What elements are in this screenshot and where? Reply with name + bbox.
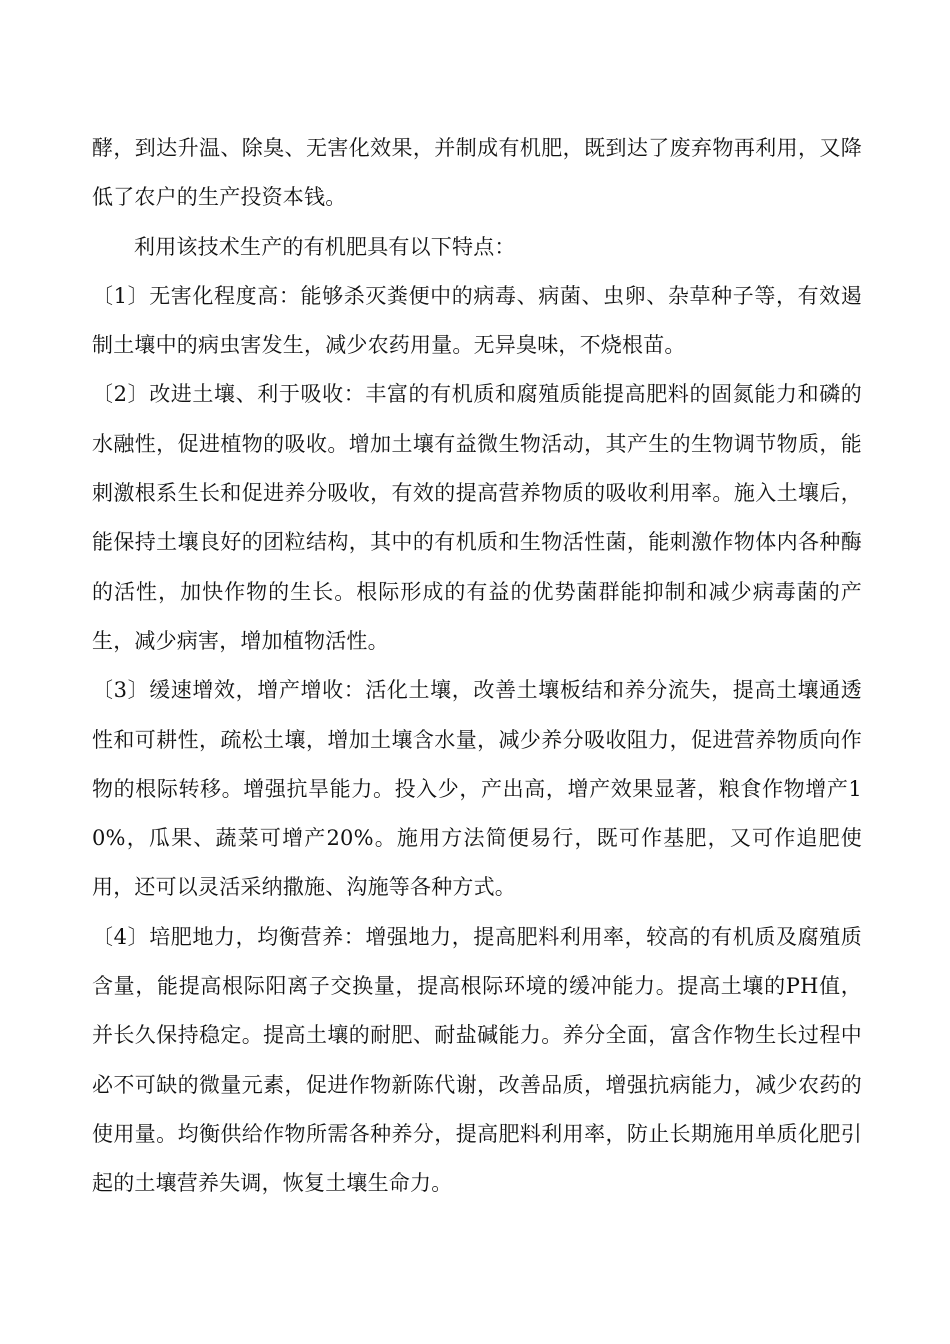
paragraph-feature-4: 〔4〕培肥地力，均衡营养：增强地力，提高肥料利用率，较高的有机质及腐殖质含量，能提高根际阳离子交换量，提高根际环境的缓冲能力。提高土壤的PH值，并长久保持稳定。提高土壤的耐肥、耐盐碱能力。养分全面，富含作物生长过程中必不可缺的微量元素，促进作物新陈代谢，改善品质，增强抗病能力，减少农药的使用量。均衡供给作物所需各种养分，提高肥料利用率，防止长期施用单质化肥引起的土壤营养失调，恢复土壤生命力。 [92, 924, 862, 1196]
paragraph-feature-3: 〔3〕缓速增效，增产增收：活化土壤，改善土壤板结和养分流失，提高土壤通透性和可耕性，疏松土壤，增加土壤含水量，减少养分吸收阻力，促进营养物质向作物的根际转移。增强抗旱能力。投入少，产出高，增产效果显著，粮食作物增产10%，瓜果、蔬菜可增产20%。施用方法简便易行，既可作基肥，又可作追肥使用，还可以灵活采纳撒施、沟施等各种方式。 [92, 678, 862, 900]
paragraph-feature-2: 〔2〕改进土壤、利于吸收：丰富的有机质和腐殖质能提高肥料的固氮能力和磷的水融性，促进植物的吸收。增加土壤有益微生物活动，其产生的生物调节物质，能刺激根系生长和促进养分吸收，有效的提高营养物质的吸收利用率。施入土壤后，能保持土壤良好的团粒结构，其中的有机质和生物活性菌，能刺激作物体内各种酶的活性，加快作物的生长。根际形成的有益的优势菌群能抑制和减少病毒菌的产生，减少病害，增加植物活性。 [92, 382, 862, 653]
paragraph-intro: 利用该技术生产的有机肥具有以下特点： [134, 234, 516, 259]
paragraph-continuation: 酵，到达升温、除臭、无害化效果，并制成有机肥，既到达了废弃物再利用，又降低了农户的生产投资本钱。 [92, 136, 862, 210]
document-body [92, 124, 862, 1209]
paragraph-feature-1: 〔1〕无害化程度高：能够杀灭粪便中的病毒、病菌、虫卵、杂草种子等，有效遏制土壤中的病虫害发生，减少农药用量。无异臭味，不烧根苗。 [92, 283, 862, 358]
